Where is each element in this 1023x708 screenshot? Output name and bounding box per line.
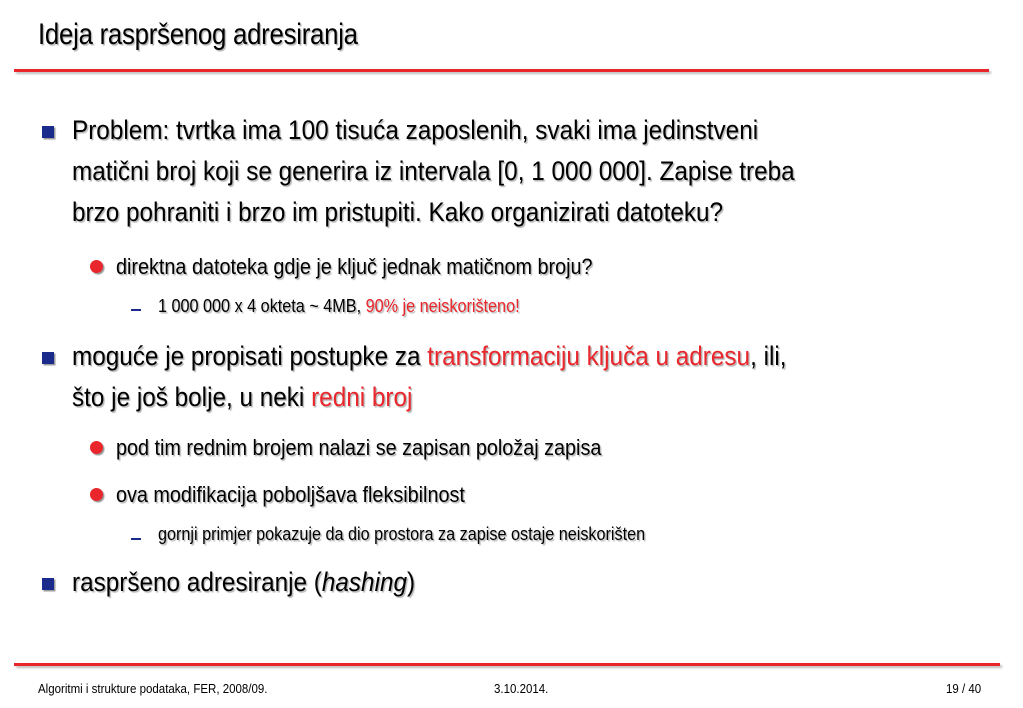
sub-sub-bullet-unused-space: gornji primjer pokazuje da dio prostora za zapise ostaje neiskorišten (158, 524, 646, 544)
bullet-problem-line-3: brzo pohraniti i brzo im pristupiti. Kako organizirati datoteku? (72, 197, 724, 227)
sub-sub-bullet-size (158, 293, 968, 319)
bullet-hashing (72, 562, 950, 603)
bullet-problem-line-1: Problem: tvrtka ima 100 tisuća zaposlenih, svaki ima jedinstveni (72, 115, 759, 145)
footer-date: 3.10.2014. (494, 682, 549, 696)
dash-bullet-icon (131, 538, 141, 540)
size-text: 1 000 000 x 4 okteta ~ 4MB, (158, 296, 366, 316)
key-transformation-highlight: transformaciju ključa u adresu (427, 341, 751, 371)
dash-bullet-icon (131, 309, 141, 311)
transformation-text-c: , ili, (750, 341, 787, 371)
sub-bullet-flexibility: ova modifikacija poboljšava fleksibilnost (116, 482, 465, 507)
dot-bullet-icon (90, 488, 103, 501)
ordinal-number-highlight: redni broj (311, 382, 413, 412)
hashing-text-c: ) (407, 567, 416, 597)
slide-title: Ideja raspršenog adresiranja (38, 18, 358, 51)
bullet-transformation-line-2 (72, 377, 950, 418)
dot-bullet-icon (90, 260, 103, 273)
square-bullet-icon (42, 352, 54, 364)
title-divider (14, 69, 989, 72)
footer-page-number: 19 / 40 (946, 682, 982, 696)
dot-bullet-icon (90, 441, 103, 454)
bullet-transformation (72, 336, 950, 418)
bullet-problem (72, 110, 950, 233)
footer-divider (14, 663, 1000, 666)
hashing-text-a: raspršeno adresiranje ( (72, 567, 322, 597)
footer-course: Algoritmi i strukture podataka, FER, 2008/09. (38, 682, 268, 696)
bullet-transformation-line-1 (72, 336, 950, 377)
transformation-text-d: što je još bolje, u neki (72, 382, 312, 412)
square-bullet-icon (42, 126, 54, 138)
bullet-problem-line-2: matični broj koji se generira iz intervala [0, 1 000 000]. Zapise treba (72, 156, 795, 186)
square-bullet-icon (42, 578, 54, 590)
hashing-term: hashing (321, 567, 408, 597)
transformation-text-a: moguće je propisati postupke za (72, 341, 428, 371)
sub-bullet-ordinal: pod tim rednim brojem nalazi se zapisan položaj zapisa (116, 435, 602, 460)
sub-bullet-direct-file: direktna datoteka gdje je ključ jednak matičnom broju? (116, 254, 593, 279)
unused-percent-text: 90% je neiskorišteno! (365, 296, 520, 316)
